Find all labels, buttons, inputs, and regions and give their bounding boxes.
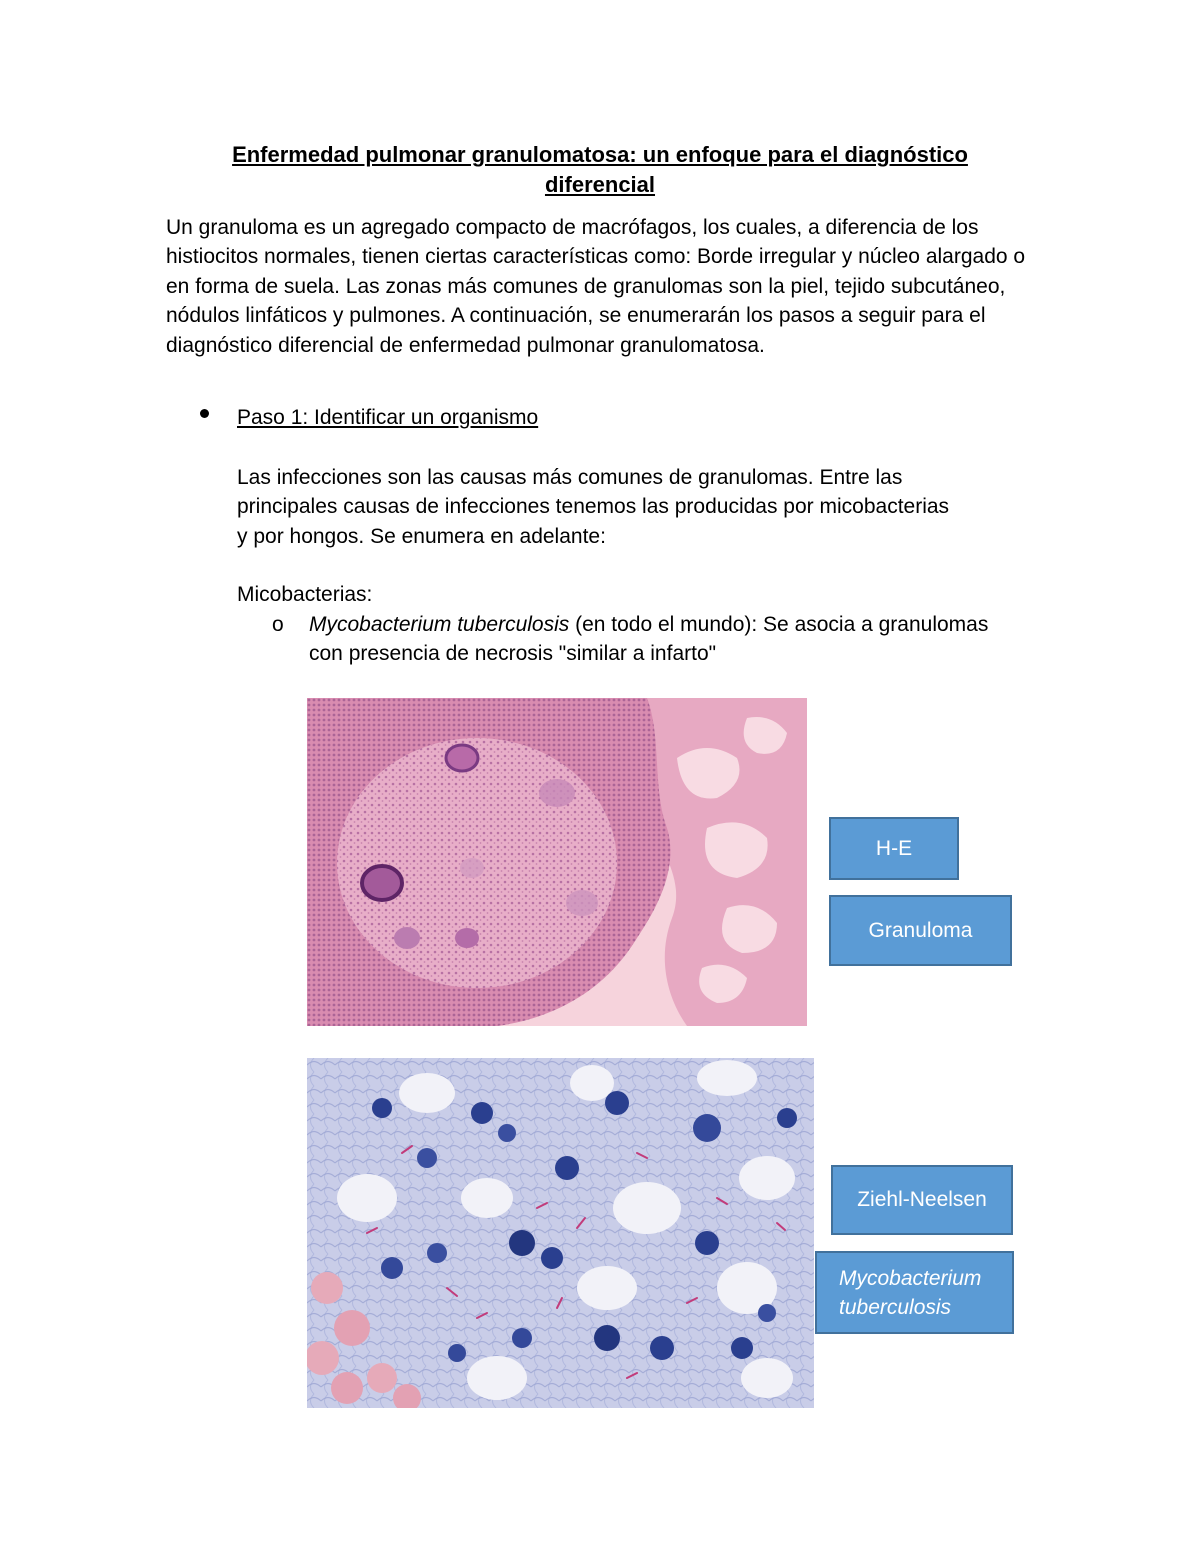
organism-label [815,1251,1014,1334]
organism-name: Mycobacterium tuberculosis [309,613,570,636]
title-line-2: diferencial [544,172,656,197]
organism-label-line-1: Mycobacterium [839,1266,982,1290]
title-line-1: Enfermedad pulmonar granulomatosa: un enfoque para el diagnóstico [232,142,968,167]
finding-label-granuloma: Granuloma [829,895,1012,966]
organism-description: (en todo el mundo): Se asocia a granulomas con presencia de necrosis "similar a infarto" [309,613,989,666]
stain-label-ziehl-neelsen: Ziehl-Neelsen [831,1165,1013,1235]
organism-label-line-2: tuberculosis [839,1295,952,1319]
stain-label-he: H-E [829,817,959,880]
bullet-icon [200,409,209,418]
he-micrograph-drawing [307,698,807,1026]
step-1-paragraph: Las infecciones son las causas más comunes de granulomas. Entre las principales causas de infecciones tenemos las producidas por micobacterias y por hongos. Se enumera en adelante: [237,466,950,548]
ziehl-neelsen-micrograph [307,1058,814,1408]
intro-paragraph: Un granuloma es un agregado compacto de macrófagos, los cuales, a diferencia de los histiocitos normales, tienen ciertas características como: Borde irregular y núcleo alargado o en forma de suela. Las zonas más comunes de granulomas son la piel, tejido subcutáneo, nódulos linfáticos y pulmones. A continuación, se enumerarán los pasos a seguir para el diagnóstico diferencial de enfermedad pulmonar granulomatosa. [166,216,1026,357]
sub-bullet-icon: o [272,613,284,636]
mycobacterium-item [309,610,989,669]
ziehl-neelsen-drawing [307,1058,814,1408]
step-1-heading: Paso 1: Identificar un organismo [237,406,539,429]
document-title [166,140,1034,200]
he-micrograph [307,698,807,1026]
mycobacteria-subheading: Micobacterias: [237,583,373,606]
